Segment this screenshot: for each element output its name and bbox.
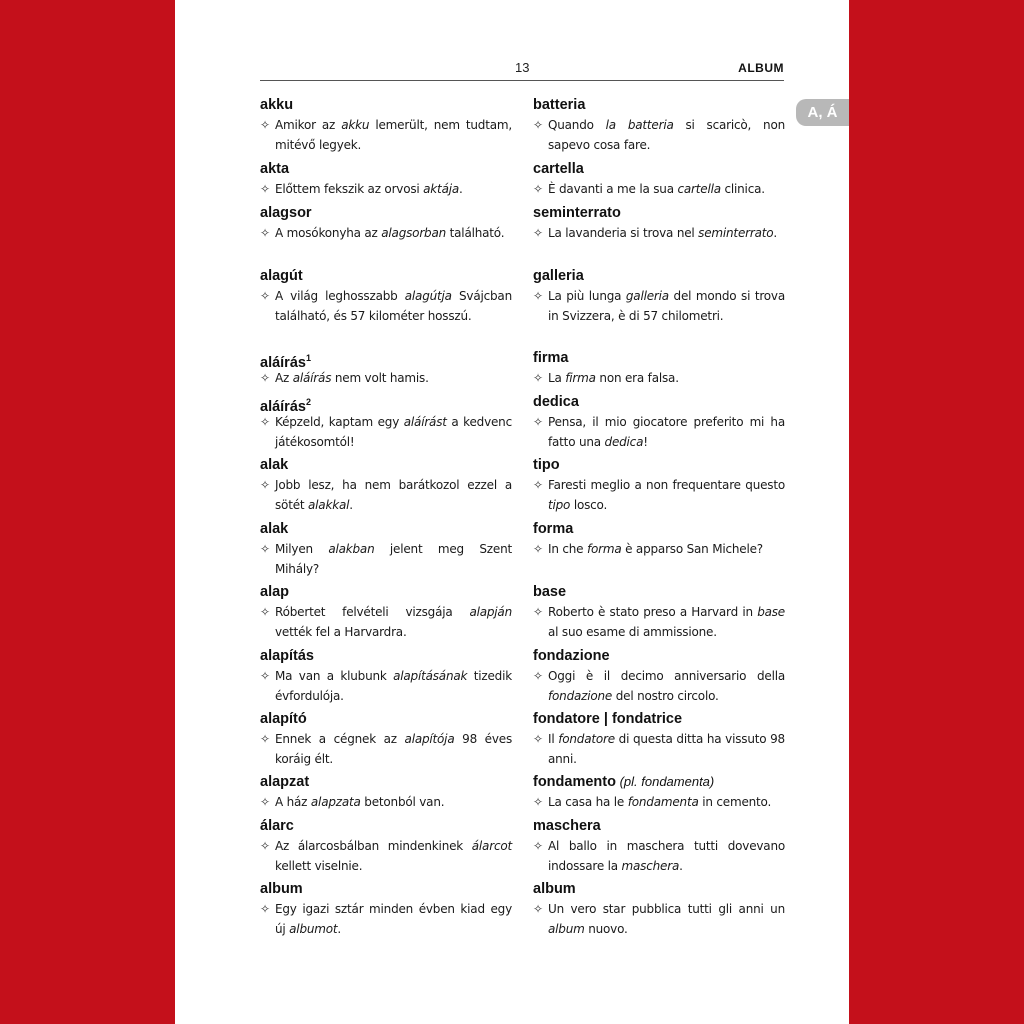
- headword: [260, 349, 512, 369]
- example-text: Egy igazi sztár minden évben kiad egy új: [275, 902, 512, 936]
- example-sentence: [260, 667, 512, 706]
- headword-text: akku: [260, 97, 294, 113]
- headword: [260, 583, 512, 603]
- bullet-icon: ✧: [533, 902, 543, 916]
- example-sentence: [260, 369, 512, 389]
- example-text: Il: [548, 732, 559, 746]
- example-text: kellett viselnie.: [275, 858, 363, 873]
- bullet-icon: ✧: [260, 732, 270, 746]
- example-sentence: [533, 369, 785, 389]
- bullet-icon: ✧: [533, 542, 543, 556]
- hungarian-entry: [260, 349, 512, 389]
- headword-text: batteria: [533, 97, 586, 113]
- headword-text: akta: [260, 161, 290, 177]
- bullet-icon: ✧: [533, 732, 543, 746]
- highlighted-term: aláírást: [403, 415, 447, 429]
- headword-text: alap: [260, 584, 290, 600]
- highlighted-term: forma: [586, 542, 622, 556]
- headword: [260, 393, 512, 413]
- headword: [260, 880, 512, 900]
- example-text: è apparso San Michele?: [621, 542, 763, 556]
- italian-entry: [533, 520, 785, 560]
- example-text: .: [773, 226, 778, 240]
- bullet-icon: ✧: [533, 795, 543, 809]
- example-text: Oggi è il decimo anniversario della: [548, 669, 785, 683]
- highlighted-term: tipo: [548, 497, 571, 512]
- example-text: A mosókonyha az: [275, 226, 382, 240]
- example-sentence: [533, 224, 785, 244]
- homonym-number: 1: [305, 353, 311, 363]
- example-text: lemerült, nem tudtam, mitévő legyek.: [275, 118, 512, 152]
- headword-text: fondamento: [533, 774, 616, 790]
- hungarian-entry: [260, 880, 512, 939]
- bullet-icon: ✧: [533, 478, 543, 492]
- example-text: !: [643, 434, 648, 449]
- highlighted-term: albumot: [289, 921, 338, 936]
- headword: [533, 583, 785, 603]
- grammar-note: (pl. fondamenta): [615, 774, 715, 789]
- italian-entry: [533, 710, 785, 769]
- page-number: 13: [515, 60, 530, 75]
- example-sentence: [533, 476, 785, 515]
- example-text: Roberto è stato preso a Harvard in: [548, 605, 758, 619]
- hungarian-entry: [260, 520, 512, 579]
- highlighted-term: alapításának: [393, 669, 468, 683]
- headword-text: alak: [260, 521, 289, 537]
- hungarian-entry: [260, 456, 512, 515]
- example-text: található.: [446, 226, 505, 240]
- example-sentence: [533, 287, 785, 326]
- headword-text: base: [533, 584, 567, 600]
- headword: [533, 96, 785, 116]
- example-text: È davanti a me la sua: [548, 182, 678, 196]
- headword-text: maschera: [533, 818, 601, 834]
- bullet-icon: ✧: [260, 605, 270, 619]
- example-text: A világ leghosszabb: [275, 289, 405, 303]
- example-text: Svájcban található, és 57 kilométer hosszú.: [275, 289, 512, 323]
- example-text: clinica.: [720, 182, 765, 196]
- headword: [260, 96, 512, 116]
- hungarian-entry: [260, 393, 512, 452]
- example-text: Faresti meglio a non frequentare questo: [548, 478, 785, 492]
- bullet-icon: ✧: [260, 839, 270, 853]
- example-text: .: [459, 182, 463, 196]
- headword-text: alagút: [260, 268, 303, 284]
- headword: [533, 647, 785, 667]
- example-text: tizedik évfordulója.: [275, 669, 512, 703]
- example-sentence: [533, 603, 785, 642]
- highlighted-term: fondamenta: [627, 795, 699, 809]
- headword: [533, 710, 785, 730]
- highlighted-term: fondazione: [548, 688, 613, 703]
- example-text: non era falsa.: [595, 371, 679, 385]
- highlighted-term: seminterrato: [698, 226, 774, 240]
- headword-text: aláírás: [260, 398, 306, 415]
- highlighted-term: la batteria: [605, 118, 674, 132]
- example-text: in cemento.: [698, 795, 772, 809]
- bullet-icon: ✧: [533, 182, 543, 196]
- headword: [260, 267, 512, 287]
- bullet-icon: ✧: [260, 478, 270, 492]
- headword: [533, 520, 785, 540]
- italian-entry: [533, 349, 785, 389]
- bullet-icon: ✧: [533, 289, 543, 303]
- example-text: nuovo.: [584, 921, 628, 936]
- headword-text: álarc: [260, 818, 294, 834]
- example-sentence: [533, 900, 785, 939]
- example-text: .: [679, 858, 683, 873]
- highlighted-term: alapzata: [310, 795, 361, 809]
- example-sentence: [260, 180, 512, 200]
- bullet-icon: ✧: [260, 415, 270, 429]
- example-sentence: [533, 730, 785, 769]
- headword: [260, 647, 512, 667]
- bullet-icon: ✧: [260, 289, 270, 303]
- bullet-icon: ✧: [533, 415, 543, 429]
- bullet-icon: ✧: [533, 605, 543, 619]
- highlighted-term: alapítója: [404, 732, 455, 746]
- headword: [533, 349, 785, 369]
- example-sentence: [260, 603, 512, 642]
- hungarian-entry: [260, 583, 512, 642]
- headword-text: tipo: [533, 457, 560, 473]
- example-text: a kedvenc játékosomtól!: [275, 415, 512, 449]
- example-text: In che: [548, 542, 587, 556]
- homonym-number: 2: [305, 397, 311, 407]
- example-text: A ház: [275, 795, 311, 809]
- headword: [260, 773, 512, 793]
- headword-text: alak: [260, 457, 289, 473]
- bullet-icon: ✧: [260, 226, 270, 240]
- headword-text: firma: [533, 350, 569, 366]
- hungarian-entry: [260, 96, 512, 155]
- highlighted-term: alapján: [469, 605, 512, 619]
- example-text: Al ballo in maschera tutti dovevano indossare la: [548, 839, 785, 873]
- italian-entry: [533, 393, 785, 452]
- example-text: di questa ditta ha vissuto 98 anni.: [548, 732, 785, 766]
- example-sentence: [260, 837, 512, 876]
- highlighted-term: aláírás: [292, 371, 332, 385]
- headword: [260, 817, 512, 837]
- headword: [260, 520, 512, 540]
- example-text: Róbertet felvételi vizsgája: [275, 605, 470, 619]
- highlighted-term: base: [757, 605, 785, 619]
- example-text: Un vero star pubblica tutti gli anni un: [548, 902, 785, 916]
- example-sentence: [533, 667, 785, 706]
- bullet-icon: ✧: [260, 118, 270, 132]
- italian-entry: [533, 96, 785, 155]
- hungarian-entry: [260, 160, 512, 200]
- italian-entry: [533, 817, 785, 876]
- headword-text: galleria: [533, 268, 584, 284]
- highlighted-term: alagútja: [404, 289, 452, 303]
- hungarian-entry: [260, 267, 512, 326]
- hungarian-entry: [260, 710, 512, 769]
- headword-text: alagsor: [260, 205, 312, 221]
- highlighted-term: firma: [565, 371, 596, 385]
- example-text: Az: [275, 371, 293, 385]
- example-text: La: [548, 371, 566, 385]
- headword: [533, 773, 785, 793]
- example-text: La lavanderia si trova nel: [548, 226, 699, 240]
- headword-text: forma: [533, 521, 574, 537]
- bullet-icon: ✧: [533, 839, 543, 853]
- italian-entry: [533, 204, 785, 244]
- example-sentence: [260, 287, 512, 326]
- example-sentence: [260, 224, 512, 244]
- hungarian-entry: [260, 817, 512, 876]
- headword-text: alapzat: [260, 774, 310, 790]
- example-text: si scaricò, non sapevo cosa fare.: [548, 118, 786, 152]
- highlighted-term: alakkal: [308, 497, 350, 512]
- headword: [260, 204, 512, 224]
- headword-text: album: [260, 881, 303, 897]
- example-text: .: [349, 497, 353, 512]
- thumb-index-tab: A, Á: [796, 99, 849, 126]
- italian-entry: [533, 880, 785, 939]
- italian-entry: [533, 160, 785, 200]
- headword: [260, 160, 512, 180]
- italian-entry: [533, 583, 785, 642]
- headword-text: alapító: [260, 711, 307, 727]
- bullet-icon: ✧: [260, 795, 270, 809]
- headword: [533, 393, 785, 413]
- example-text: Az álarcosbálban mindenkinek: [275, 839, 472, 853]
- example-text: del mondo si trova in Svizzera, è di 57 chilometri.: [548, 289, 785, 323]
- headword: [260, 456, 512, 476]
- example-text: vették fel a Harvardra.: [275, 624, 407, 639]
- example-text: jelent meg Szent Mihály?: [275, 542, 512, 576]
- example-text: Pensa, il mio giocatore preferito mi ha fatto una: [548, 415, 785, 449]
- bullet-icon: ✧: [533, 669, 543, 683]
- example-text: Jobb lesz, ha nem barátkozol ezzel a sötét: [275, 478, 512, 512]
- highlighted-term: alakban: [328, 542, 375, 556]
- highlighted-term: akku: [341, 118, 370, 132]
- headword: [533, 267, 785, 287]
- example-text: losco.: [570, 497, 608, 512]
- headword: [533, 817, 785, 837]
- hungarian-entry: [260, 773, 512, 813]
- example-text: La casa ha le: [548, 795, 628, 809]
- bullet-icon: ✧: [533, 226, 543, 240]
- example-sentence: [533, 413, 785, 452]
- highlighted-term: album: [548, 921, 585, 936]
- highlighted-term: cartella: [677, 182, 721, 196]
- example-sentence: [260, 900, 512, 939]
- example-text: Quando: [548, 118, 606, 132]
- headword-text: seminterrato: [533, 205, 621, 221]
- highlighted-term: dedica: [604, 434, 644, 449]
- example-text: La più lunga: [548, 289, 626, 303]
- example-sentence: [533, 180, 785, 200]
- running-head: ALBUM: [738, 61, 784, 75]
- example-text: 98 éves koráig élt.: [275, 732, 513, 766]
- headword-text: fondazione: [533, 648, 610, 664]
- hungarian-entry: [260, 647, 512, 706]
- headword: [533, 204, 785, 224]
- bullet-icon: ✧: [533, 371, 543, 385]
- highlighted-term: álarcot: [471, 839, 512, 853]
- highlighted-term: alagsorban: [381, 226, 447, 240]
- example-sentence: [533, 793, 785, 813]
- example-text: al suo esame di ammissione.: [548, 624, 717, 639]
- highlighted-term: galleria: [625, 289, 669, 303]
- headword-text: alapítás: [260, 648, 314, 664]
- italian-entry: [533, 773, 785, 813]
- headword-text: fondatore | fondatrice: [533, 711, 683, 727]
- hungarian-entry: [260, 204, 512, 244]
- example-text: Képzeld, kaptam egy: [275, 415, 404, 429]
- highlighted-term: aktája: [423, 182, 460, 196]
- italian-entry: [533, 647, 785, 706]
- example-text: Előttem fekszik az orvosi: [275, 182, 424, 196]
- headword-text: dedica: [533, 394, 579, 410]
- example-text: Milyen: [275, 542, 329, 556]
- headword: [260, 710, 512, 730]
- italian-entry: [533, 456, 785, 515]
- example-sentence: [533, 837, 785, 876]
- bullet-icon: ✧: [260, 542, 270, 556]
- headword-text: aláírás: [260, 354, 306, 371]
- headword: [533, 456, 785, 476]
- highlighted-term: maschera: [621, 858, 680, 873]
- headword-text: album: [533, 881, 576, 897]
- example-sentence: [260, 476, 512, 515]
- example-text: Ennek a cégnek az: [275, 732, 405, 746]
- italian-entry: [533, 267, 785, 326]
- example-sentence: [260, 413, 512, 452]
- bullet-icon: ✧: [533, 118, 543, 132]
- example-text: del nostro circolo.: [612, 688, 719, 703]
- page-header: [260, 58, 784, 81]
- example-sentence: [533, 540, 785, 560]
- headword: [533, 880, 785, 900]
- example-sentence: [533, 116, 785, 155]
- example-sentence: [260, 730, 512, 769]
- example-sentence: [260, 540, 512, 579]
- example-sentence: [260, 793, 512, 813]
- example-sentence: [260, 116, 512, 155]
- headword-text: cartella: [533, 161, 584, 177]
- bullet-icon: ✧: [260, 371, 270, 385]
- bullet-icon: ✧: [260, 182, 270, 196]
- example-text: betonból van.: [360, 795, 445, 809]
- example-text: Amikor az: [275, 118, 342, 132]
- example-text: .: [337, 921, 342, 936]
- example-text: Ma van a klubunk: [275, 669, 394, 683]
- bullet-icon: ✧: [260, 669, 270, 683]
- headword: [533, 160, 785, 180]
- highlighted-term: fondatore: [558, 732, 615, 746]
- example-text: nem volt hamis.: [331, 371, 429, 385]
- bullet-icon: ✧: [260, 902, 270, 916]
